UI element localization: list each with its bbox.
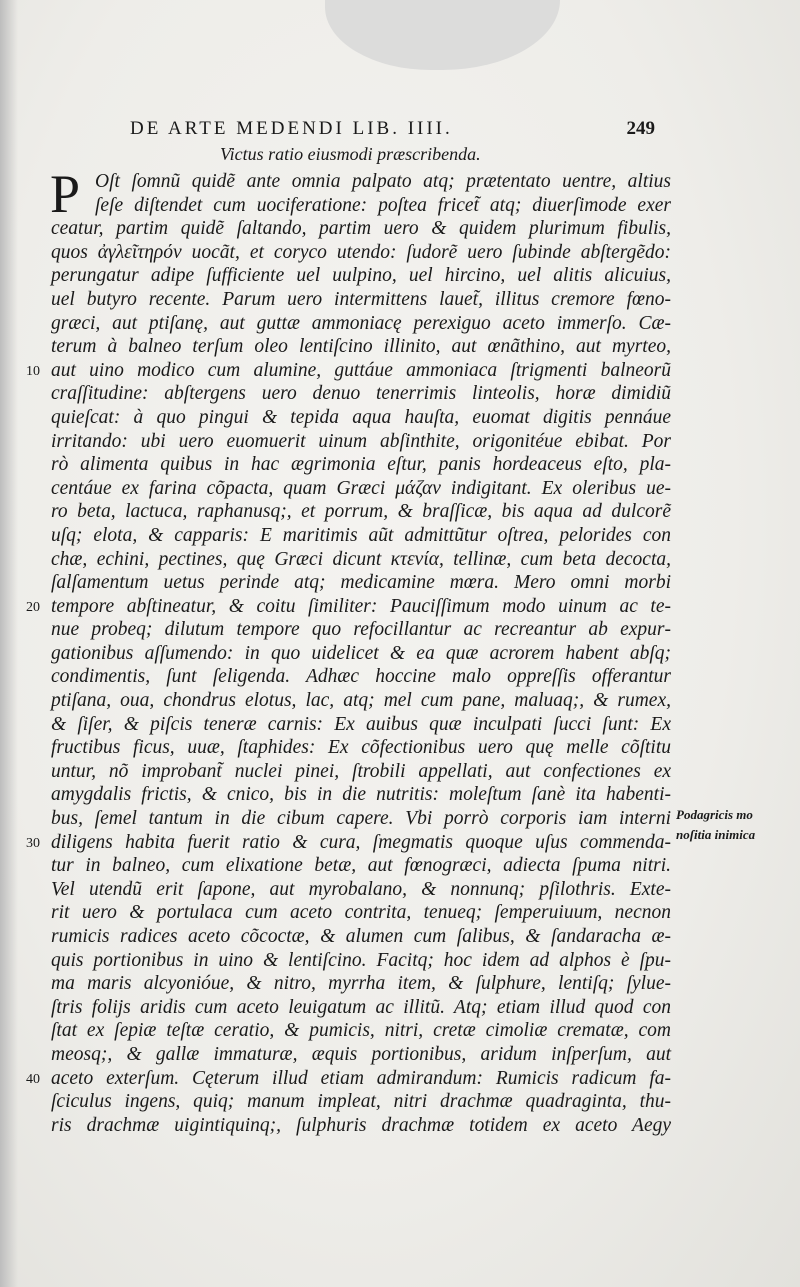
text-line: uſq; elota, & capparis: E maritimis aũt admittũtur oſtrea, pelorides con bbox=[51, 524, 671, 546]
text-line: uel butyro recente. Parum uero intermittens lauet̃, illitus cremore fœno‑ bbox=[51, 288, 671, 310]
torn-paper-mark bbox=[325, 0, 560, 70]
text-line: Vel utendũ erit ſapone, aut myrobalano, & nonnunq; pſilothris. Exte‑ bbox=[51, 878, 671, 900]
running-title: DE ARTE MEDENDI LIB. IIII. bbox=[130, 118, 453, 139]
line-number: 40 bbox=[26, 1071, 40, 1087]
folio-number: 249 bbox=[626, 118, 655, 139]
text-line: perungatur adipe ſufficiente uel uulpino, uel hircino, uel alitis alicuius, bbox=[51, 265, 671, 287]
text-line: ceatur, partim quidẽ ſaltando, partim uero & quidem plurimum fibulis, bbox=[51, 218, 671, 240]
text-line: chæ, echini, pectines, quę Græci dicunt κτενία, tellinæ, cum beta decocta, bbox=[51, 548, 671, 570]
text-line: ptiſana, oua, chondrus elotus, lac, atq; mel cum pane, maluaq;, & rumex, bbox=[51, 690, 671, 712]
text-line: aceto exterſum. Cęterum illud etiam admirandum: Rumicis radicum fa‑ bbox=[51, 1067, 671, 1089]
text-line: ſalſamentum uetus perinde atq; medicamine mœra. Mero omni morbi bbox=[51, 572, 671, 594]
margin-note-line: noſitia inimica bbox=[676, 827, 756, 842]
text-line: aut uino modico cum alumine, guttáue ammoniaca ſtrigmenti balneorũ bbox=[51, 359, 671, 381]
text-line: gationibus aſſumendo: in quo uidelicet & ea quæ acrorem habent abſq; bbox=[51, 642, 671, 664]
text-line: tur in balneo, cum elixatione betæ, aut fœnogræci, adiecta ſpuma nitri. bbox=[51, 855, 671, 877]
body-text bbox=[50, 164, 671, 1137]
text-line: centáue ex farina cõpacta, quam Græci μάζαν indigitant. Ex oleribus ue‑ bbox=[51, 477, 671, 499]
text-line: craſſitudine: abſtergens uero denuo tenerrimis linteolis, horæ dimidiũ bbox=[51, 383, 671, 405]
text-line: bus, ſemel tantum in die cibum capere. Vbi porrò corporis iam interni bbox=[51, 808, 671, 830]
text-line: ris drachmæ uigintiquinq;, ſulphuris drachmæ totidem ex aceto Aegy bbox=[51, 1114, 671, 1136]
text-line: meosq;, & gallæ immaturæ, æquis portionibus, aridum inſperſum, aut bbox=[51, 1043, 671, 1065]
text-line: terum à balneo terſum oleo lentiſcino illinito, aut œnãthino, aut myrteo, bbox=[51, 336, 671, 358]
text-line: ro beta, lactuca, raphanusq;, et porrum, & braſſicæ, bis aqua ad dulcorẽ bbox=[51, 501, 671, 523]
text-line: quis portionibus in uino & lentiſcino. Facitq; hoc idem ad alphos è ſpu‑ bbox=[51, 949, 671, 971]
page-edge-shadow bbox=[0, 0, 18, 1287]
text-line: irritando: ubi uero euomuerit uinum abſinthite, origonitéue ebibat. Por bbox=[51, 430, 671, 452]
drop-cap: P bbox=[50, 164, 81, 224]
text-line: tempore abſtineatur, & coitu ſimiliter: Pauciſſimum modo uinum ac te‑ bbox=[51, 595, 671, 617]
text-line: rit uero & portulaca cum aceto contrita, tenueq; ſemperuiuum, necnon bbox=[51, 902, 671, 924]
section-subheading: Victus ratio eiusmodi præscribenda. bbox=[220, 144, 481, 164]
text-line: condimentis, ſunt ſeligenda. Adhæc hoccine malo oppreſſis offerantur bbox=[51, 666, 671, 688]
margin-note-line: Podagricis mo bbox=[676, 807, 753, 822]
text-line: quos ἀγλεῖτηρόν uocãt, et coryco utendo: ſudorẽ uero ſubinde abſtergẽdo: bbox=[51, 241, 671, 263]
text-line: rò alimenta quibus in hac ægrimonia eſtur, panis hordeaceus eſto, pla‑ bbox=[51, 454, 671, 476]
line-number: 10 bbox=[26, 363, 40, 379]
line-number: 30 bbox=[26, 835, 40, 851]
text-line: ſciculus ingens, quiq; manum impleat, nitri drachmæ quadraginta, thu‑ bbox=[51, 1091, 671, 1113]
text-line: Oſt ſomnũ quidẽ ante omnia palpato atq; prætentato uentre, altius bbox=[95, 171, 671, 192]
text-line: ſeſe diſtendet cum uociferatione: poſtea fricet̃ atq; diuerſimode exer bbox=[95, 194, 671, 216]
text-line: ma maris alcyonióue, & nitro, myrrha item, & ſulphure, lentiſq; ſylue‑ bbox=[51, 973, 671, 995]
text-line: & ſiſer, & piſcis teneræ carnis: Ex auibus quæ inculpati ſucci ſunt: Ex bbox=[51, 713, 671, 735]
margin-note bbox=[676, 805, 786, 845]
line-number: 20 bbox=[26, 599, 40, 615]
text-line: untur, nõ improbant̃ nuclei pinei, ſtrobili appellati, aut confectiones ex bbox=[51, 760, 671, 782]
text-line: rumicis radices aceto cõcoctæ, & alumen cum ſalibus, & ſandaracha æ‑ bbox=[51, 926, 671, 947]
text-line: fructibus ficus, uuæ, ſtaphides: Ex cõfectionibus uero quę melle cõſtitu bbox=[51, 737, 671, 759]
text-line: ſtris folijs aridis cum aceto leuigatum ac illitũ. Atq; etiam illud quod con bbox=[51, 996, 671, 1018]
text-line: amygdalis frictis, & cnico, bis in die nutritis: moleſtum ſanè ita habenti‑ bbox=[51, 784, 671, 806]
text-line: nue probeq; dilutum tempore quo refocillantur ac recreantur ab expur‑ bbox=[51, 619, 671, 641]
text-line: quieſcat: à quo pingui & tepida aqua hauſta, euomat digitis pennáue bbox=[51, 406, 671, 428]
text-line: ſtat ex ſepiæ teſtæ ceratio, & pumicis, nitri, cretæ cimoliæ crematæ, com bbox=[51, 1020, 671, 1042]
running-head bbox=[130, 118, 655, 140]
text-line: diligens habita fuerit ratio & cura, ſmegmatis quoque uſus commenda‑ bbox=[51, 831, 671, 853]
text-line: græci, aut ptiſanę, aut guttæ ammoniacę perexiguo aceto immerſo. Cæ‑ bbox=[51, 312, 671, 334]
